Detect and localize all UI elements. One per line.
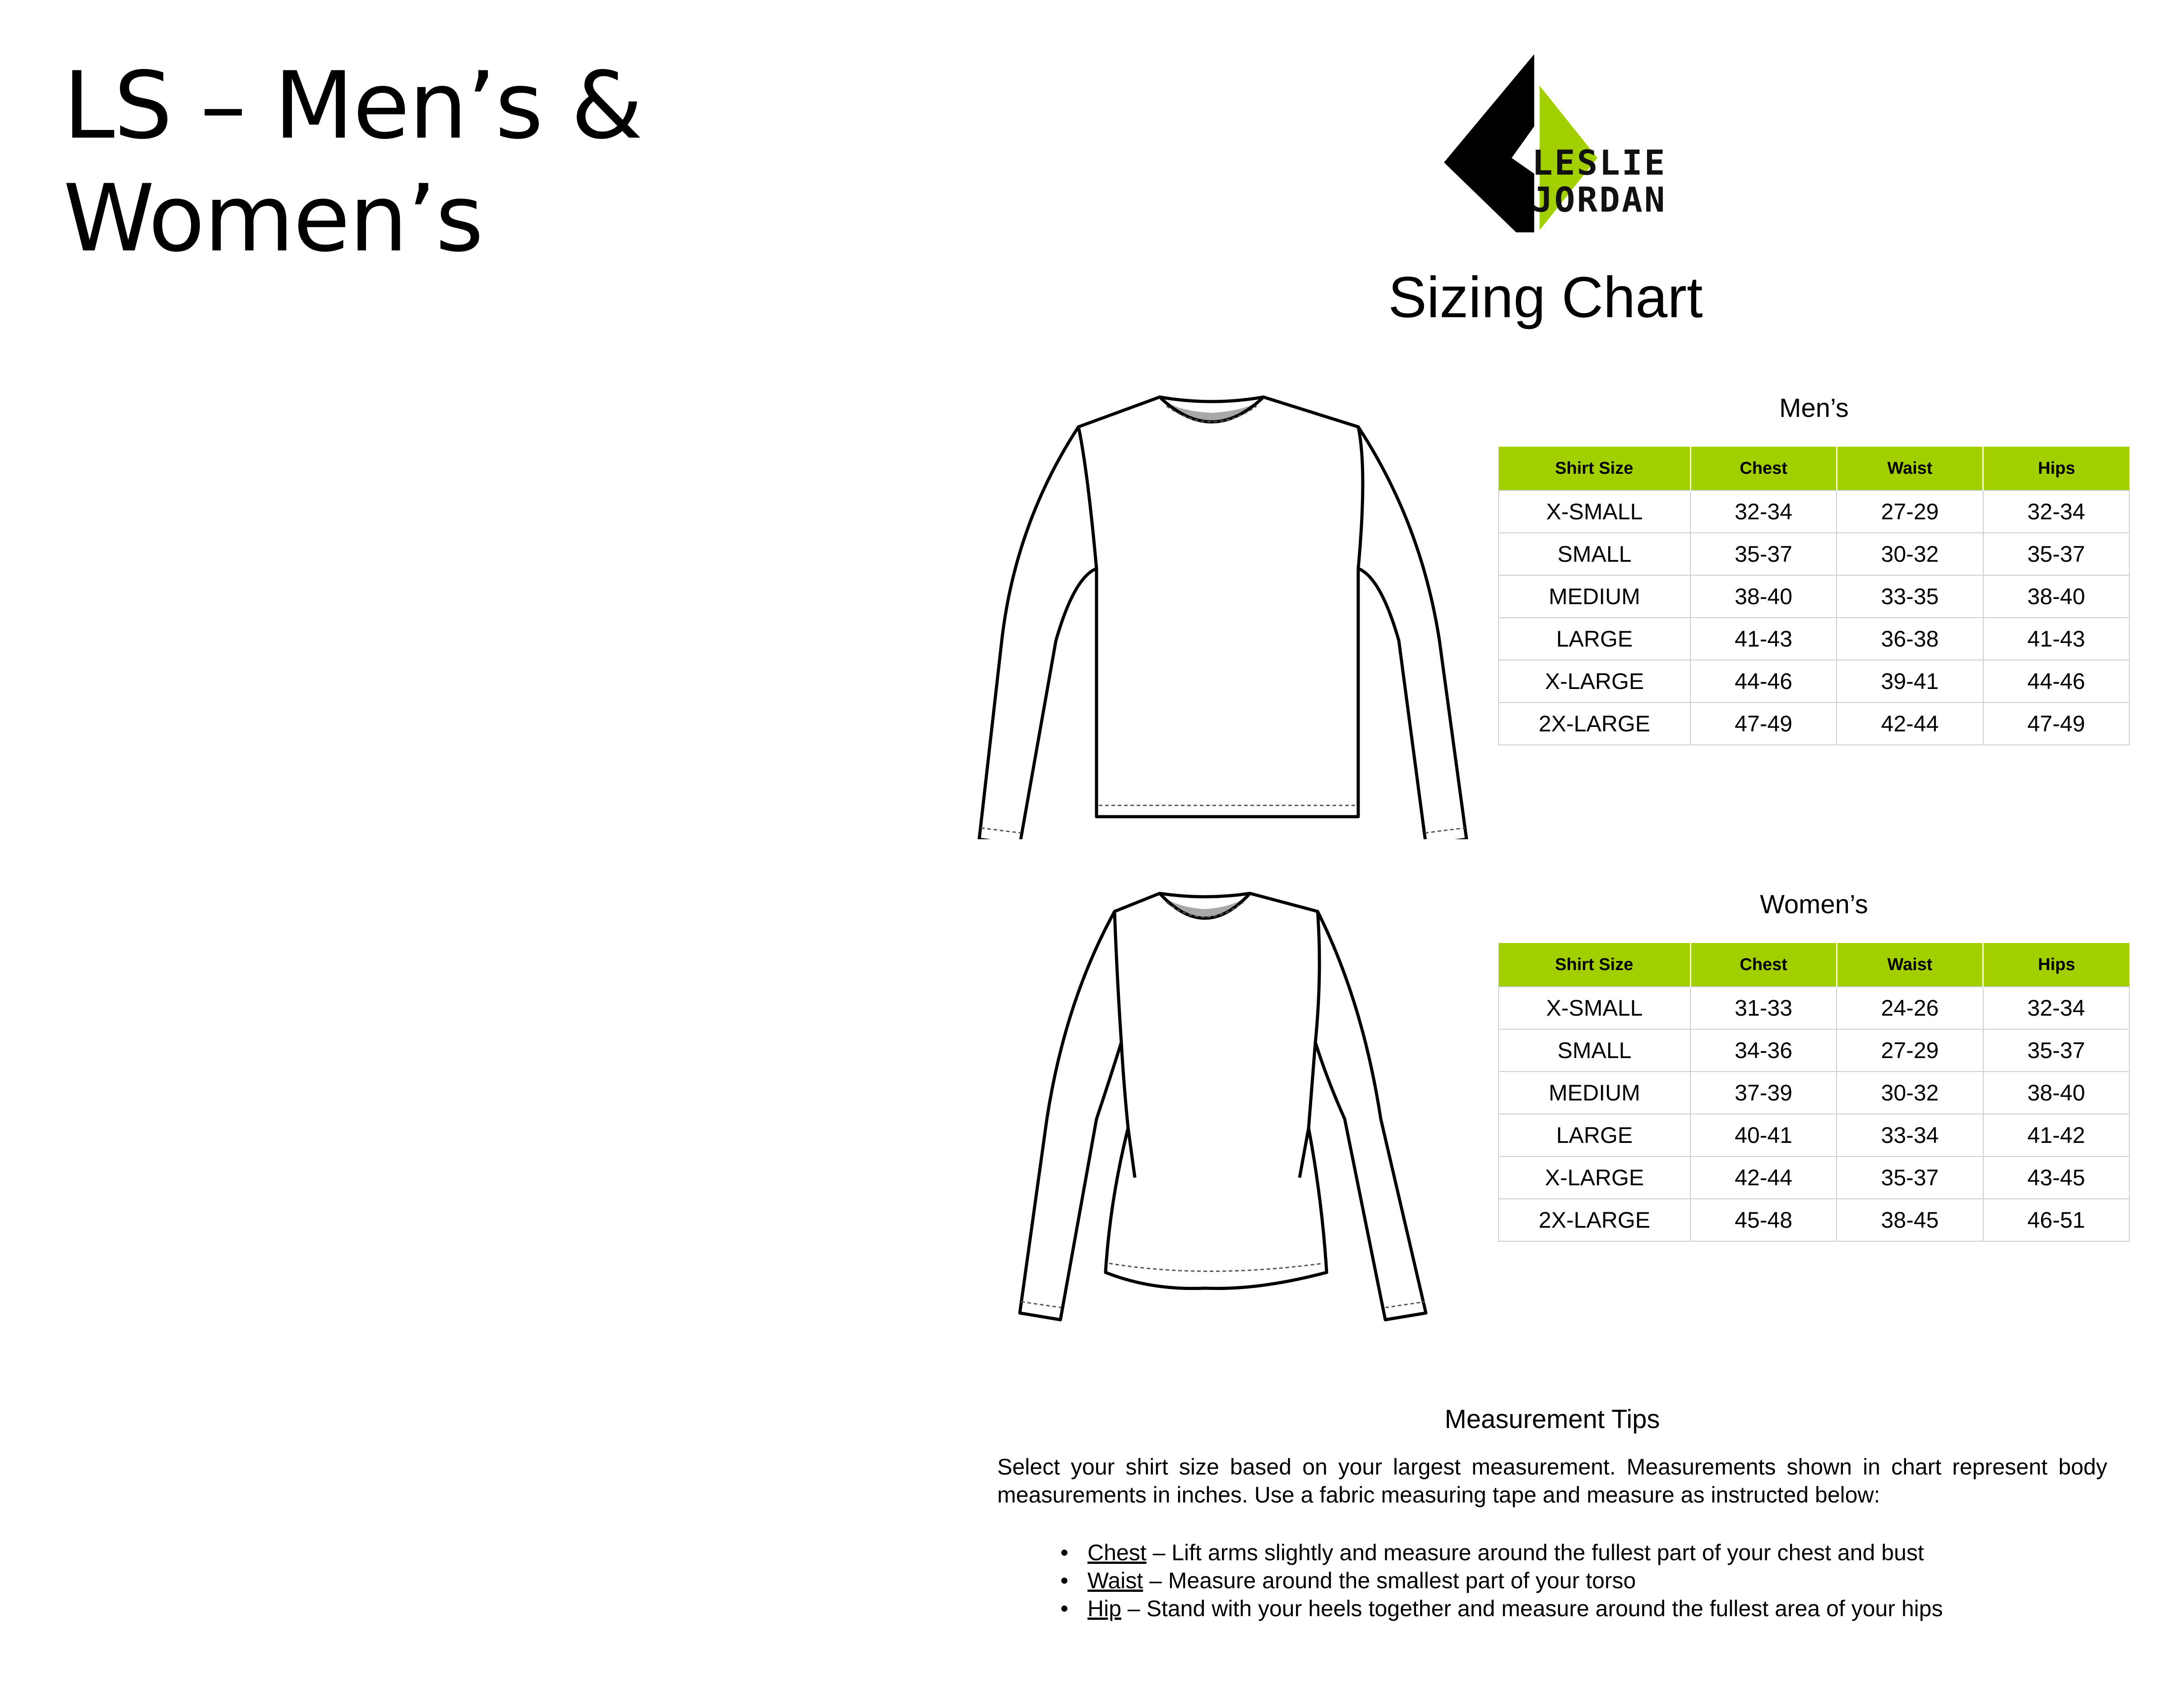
chest-cell: 35-37 [1690,533,1837,575]
hips-cell: 38-40 [1983,575,2129,618]
table-row [1499,703,2129,745]
table-row [1499,1029,2129,1072]
hips-cell: 46-51 [1983,1199,2129,1241]
hips-cell: 35-37 [1983,533,2129,575]
long-sleeve-shirt-icon [970,388,1476,839]
list-item [1060,1539,2098,1567]
chest-cell: 44-46 [1690,660,1837,703]
chest-cell: 40-41 [1690,1114,1837,1156]
logo-line-2: JORDAN [1532,180,1667,220]
tip-term-hip: Hip [1087,1596,1122,1621]
fitted-long-sleeve-shirt-icon [993,884,1444,1331]
hips-cell: 32-34 [1983,987,2129,1029]
table-row [1499,618,2129,660]
size-cell: SMALL [1499,533,1690,575]
page-title: LS – Men’s & Women’s [63,52,643,273]
waist-cell: 27-29 [1837,490,1983,533]
column-header: Hips [1983,447,2129,490]
table-header-row [1499,943,2129,987]
size-cell: X-LARGE [1499,1156,1690,1199]
size-cell: X-SMALL [1499,490,1690,533]
waist-cell: 39-41 [1837,660,1983,703]
waist-cell: 30-32 [1837,533,1983,575]
waist-cell: 30-32 [1837,1072,1983,1114]
hips-cell: 38-40 [1983,1072,2129,1114]
column-header: Hips [1983,943,2129,987]
table-row [1499,1072,2129,1114]
leslie-jordan-logo [1444,54,1679,235]
chest-cell: 42-44 [1690,1156,1837,1199]
table-row [1499,1199,2129,1241]
column-header: Shirt Size [1499,943,1690,987]
table-row [1499,987,2129,1029]
tip-text: – Measure around the smallest part of your torso [1143,1568,1636,1593]
chest-cell: 41-43 [1690,618,1837,660]
bullet: • [1060,1596,1069,1621]
column-header: Chest [1690,943,1837,987]
womens-size-table [1498,943,2130,1242]
chest-cell: 37-39 [1690,1072,1837,1114]
chest-cell: 31-33 [1690,987,1837,1029]
list-item [1060,1567,2098,1595]
bullet: • [1060,1568,1069,1593]
size-cell: 2X-LARGE [1499,1199,1690,1241]
logo-wordmark [1532,144,1667,218]
chest-cell: 32-34 [1690,490,1837,533]
column-header: Chest [1690,447,1837,490]
column-header: Waist [1837,447,1983,490]
size-cell: SMALL [1499,1029,1690,1072]
size-cell: 2X-LARGE [1499,703,1690,745]
waist-cell: 27-29 [1837,1029,1983,1072]
hips-cell: 44-46 [1983,660,2129,703]
hips-cell: 41-43 [1983,618,2129,660]
waist-cell: 42-44 [1837,703,1983,745]
sizing-chart-title: Sizing Chart [1388,265,1703,330]
table-row [1499,490,2129,533]
tip-term-waist: Waist [1087,1568,1143,1593]
table-row [1499,1156,2129,1199]
size-cell: X-LARGE [1499,660,1690,703]
waist-cell: 36-38 [1837,618,1983,660]
chest-cell: 38-40 [1690,575,1837,618]
size-cell: MEDIUM [1499,1072,1690,1114]
tip-text: – Lift arms slightly and measure around the fullest part of your chest and bust [1146,1540,1924,1565]
mens-size-table [1498,447,2130,745]
waist-cell: 35-37 [1837,1156,1983,1199]
chest-cell: 34-36 [1690,1029,1837,1072]
hips-cell: 41-42 [1983,1114,2129,1156]
column-header: Waist [1837,943,1983,987]
hips-cell: 47-49 [1983,703,2129,745]
hips-cell: 35-37 [1983,1029,2129,1072]
tip-term-chest: Chest [1087,1540,1147,1565]
hips-cell: 32-34 [1983,490,2129,533]
table-row [1499,660,2129,703]
waist-cell: 33-34 [1837,1114,1983,1156]
size-cell: X-SMALL [1499,987,1690,1029]
measurement-tips-title: Measurement Tips [1444,1405,1660,1434]
chest-cell: 47-49 [1690,703,1837,745]
hips-cell: 43-45 [1983,1156,2129,1199]
bullet: • [1060,1540,1069,1565]
size-cell: LARGE [1499,1114,1690,1156]
mens-table-title: Men’s [1779,393,1849,423]
measurement-tips-intro: Select your shirt size based on your largest measurement. Measurements shown in chart represent body measurements in inches. Use a fabric measuring tape and measure as instructed below: [997,1454,2107,1507]
size-cell: LARGE [1499,618,1690,660]
measurement-tips-list [1060,1539,2098,1623]
table-header-row [1499,447,2129,490]
column-header: Shirt Size [1499,447,1690,490]
table-row [1499,1114,2129,1156]
table-row [1499,575,2129,618]
logo-line-1: LESLIE [1532,143,1667,183]
waist-cell: 33-35 [1837,575,1983,618]
chest-cell: 45-48 [1690,1199,1837,1241]
womens-table-title: Women’s [1760,890,1868,919]
size-cell: MEDIUM [1499,575,1690,618]
table-row [1499,533,2129,575]
waist-cell: 24-26 [1837,987,1983,1029]
waist-cell: 38-45 [1837,1199,1983,1241]
tip-text: – Stand with your heels together and measure around the fullest area of your hips [1121,1596,1943,1621]
list-item [1060,1595,2098,1623]
